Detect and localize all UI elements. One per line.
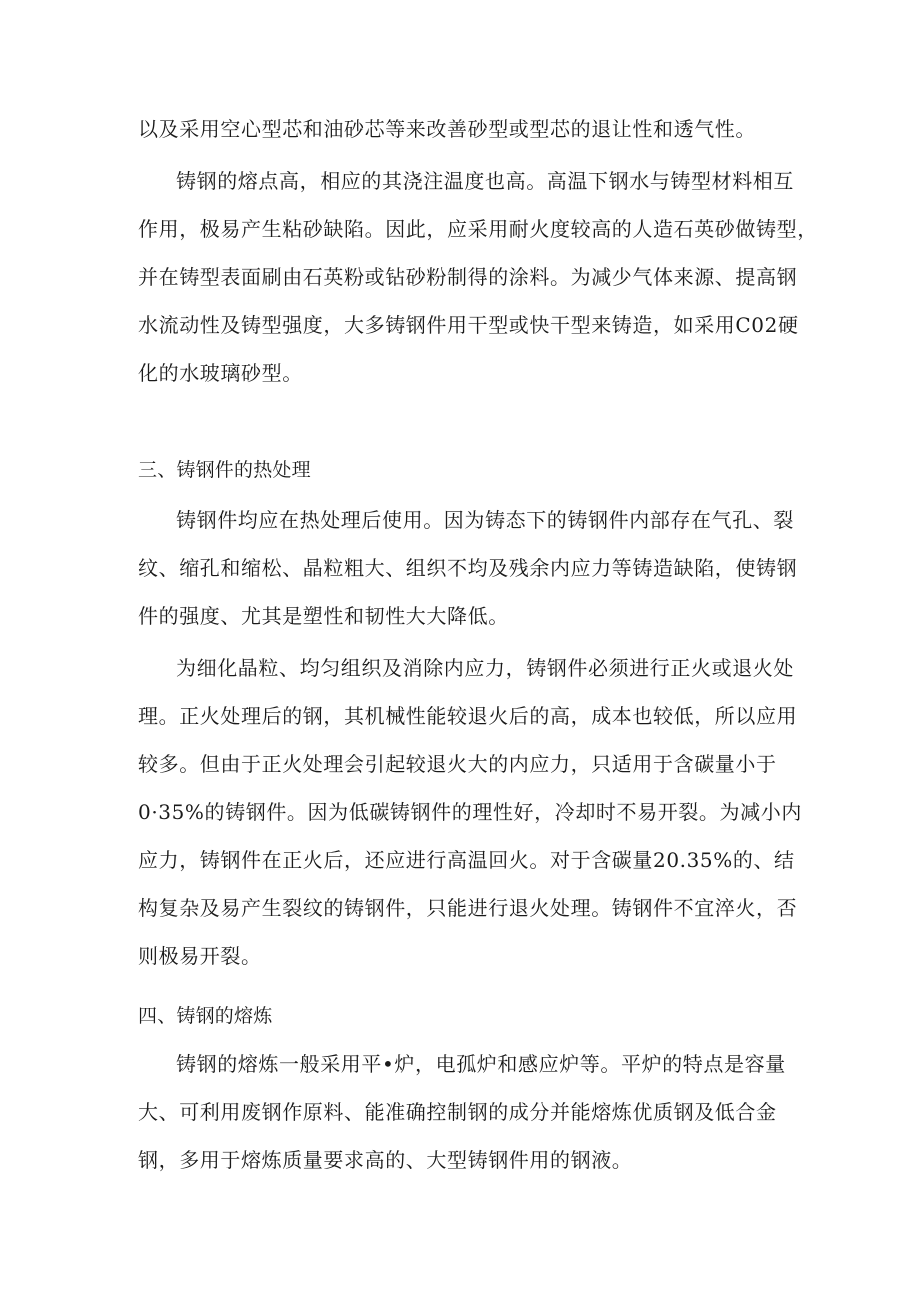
paragraph-line: 作用，极易产生粘砂缺陷。因此，应采用耐火度较高的人造石英砂做铸型， xyxy=(138,217,818,241)
paragraph-line: 则极易开裂。 xyxy=(138,944,262,968)
paragraph-line: 应力，铸钢件在正火后，还应进行高温回火。对于含碳量20.35%的、结 xyxy=(138,848,795,872)
paragraph-line: 铸钢件均应在热处理后使用。因为铸态下的铸钢件内部存在气孔、裂 xyxy=(176,508,794,532)
paragraph-line: 铸钢的熔炼一般采用平•炉，电孤炉和感应炉等。平炉的特点是容量 xyxy=(176,1052,786,1076)
paragraph-line: 0·35%的铸钢件。因为低碳铸钢件的理性好，冷却时不易开裂。为减小内 xyxy=(138,800,802,824)
paragraph-line: 较多。但由于正火处理会引起较退火大的内应力，只适用于含碳量小于 xyxy=(138,752,777,776)
section-heading-heat-treatment: 三、铸钢件的热处理 xyxy=(138,459,311,481)
paragraph-line: 以及采用空心型芯和油砂芯等来改善砂型或型芯的退让性和透气性。 xyxy=(138,117,756,141)
paragraph-line: 化的水玻璃砂型。 xyxy=(138,361,303,385)
paragraph-line: 构复杂及易产生裂纹的铸钢件，只能进行退火处理。铸钢件不宜淬火，否 xyxy=(138,896,798,920)
paragraph-line: 并在铸型表面刷由石英粉或钻砂粉制得的涂料。为减少气体来源、提高钢 xyxy=(138,265,798,289)
section-heading-melting: 四、铸钢的熔炼 xyxy=(138,1005,273,1027)
paragraph-line: 件的强度、尤其是塑性和韧性大大降低。 xyxy=(138,604,509,628)
paragraph-line: 理。正火处理后的钢，其机械性能较退火后的高，成本也较低，所以应用 xyxy=(138,704,798,728)
paragraph-line: 铸钢的熔点高，相应的其浇注温度也高。高温下钢水与铸型材料相互 xyxy=(176,169,794,193)
paragraph-line: 为细化晶粒、均匀组织及消除内应力，铸钢件必须进行正火或退火处 xyxy=(176,656,794,680)
paragraph-line: 水流动性及铸型强度，大多铸钢件用干型或快干型来铸造，如采用C02硬 xyxy=(138,313,799,337)
paragraph-line: 大、可利用废钢作原料、能准确控制钢的成分并能熔炼优质钢及低合金 xyxy=(138,1100,777,1124)
paragraph-line: 钢，多用于熔炼质量要求高的、大型铸钢件用的钢液。 xyxy=(138,1148,633,1172)
paragraph-line: 纹、缩孔和缩松、晶粒粗大、组织不均及残余内应力等铸造缺陷，使铸钢 xyxy=(138,556,798,580)
